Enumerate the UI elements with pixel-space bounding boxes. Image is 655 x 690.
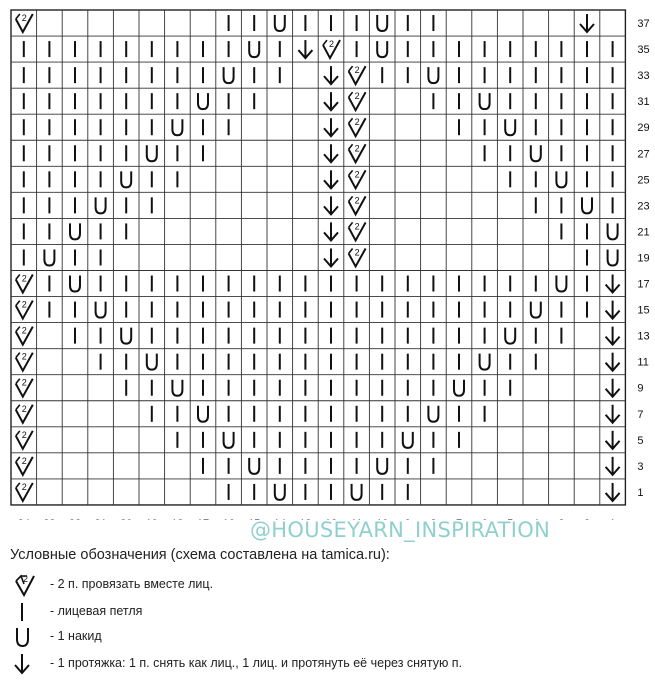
column-number — [197, 518, 209, 520]
row-number: 9 — [637, 382, 644, 395]
column-number — [584, 518, 590, 520]
column-number — [18, 518, 30, 520]
row-number: 23 — [637, 200, 650, 213]
row-number: 1 — [637, 486, 644, 499]
column-number — [222, 518, 234, 520]
svg-text:2: 2 — [21, 481, 27, 492]
svg-text:2: 2 — [21, 455, 27, 466]
column-number — [94, 518, 106, 520]
yarn-over-icon — [10, 624, 40, 650]
row-number: 3 — [637, 460, 644, 473]
svg-text:2: 2 — [21, 273, 27, 284]
svg-text:2: 2 — [23, 574, 29, 584]
knit-icon — [10, 599, 40, 625]
column-number — [146, 518, 158, 520]
k2tog-icon — [10, 572, 40, 598]
row-number: 25 — [637, 174, 650, 187]
svg-text:2: 2 — [354, 247, 360, 258]
legend-text: - лицевая петля — [50, 604, 143, 618]
svg-text:2: 2 — [354, 195, 360, 206]
row-number: 37 — [637, 18, 650, 31]
svg-text:2: 2 — [21, 403, 27, 414]
svg-text:2: 2 — [354, 143, 360, 154]
row-number: 21 — [637, 226, 650, 239]
column-number — [558, 518, 564, 520]
svg-text:2: 2 — [21, 299, 27, 310]
watermark: @HOUSEYARN_INSPIRATION — [250, 518, 551, 542]
row-number: 35 — [637, 44, 650, 57]
legend-text: - 1 протяжка: 1 п. снять как лиц., 1 лиц. и протянуть её через снятую п. — [50, 656, 463, 670]
svg-text:2: 2 — [21, 377, 27, 388]
svg-text:2: 2 — [21, 13, 27, 24]
legend-item-k2tog — [10, 572, 650, 598]
column-number — [610, 518, 616, 520]
row-number: 13 — [637, 330, 650, 343]
row-number: 27 — [637, 148, 650, 161]
legend-item-ssk — [10, 651, 650, 677]
row-number: 15 — [637, 304, 650, 317]
svg-text:2: 2 — [21, 351, 27, 362]
legend-text: - 2 п. провязать вместе лиц. — [50, 577, 214, 591]
row-number: 29 — [637, 122, 650, 135]
svg-text:2: 2 — [354, 169, 360, 180]
svg-text:2: 2 — [354, 221, 360, 232]
row-number: 31 — [637, 96, 650, 109]
svg-text:2: 2 — [21, 429, 27, 440]
row-number: 11 — [637, 356, 649, 369]
row-number: 17 — [637, 278, 650, 291]
column-number — [69, 518, 81, 520]
legend-text: - 1 накид — [50, 629, 102, 643]
svg-text:2: 2 — [354, 91, 360, 102]
ssk-icon — [10, 651, 40, 677]
row-number: 7 — [637, 408, 644, 421]
legend-title: Условные обозначения (схема составлена на tamica.ru): — [10, 547, 390, 563]
legend-item-knit — [10, 599, 650, 625]
row-number: 33 — [637, 70, 650, 83]
column-number — [120, 518, 132, 520]
svg-text:2: 2 — [354, 65, 360, 76]
legend-item-yarn-over — [10, 624, 650, 650]
row-number: 19 — [637, 252, 650, 265]
svg-text:2: 2 — [21, 325, 27, 336]
svg-text:2: 2 — [354, 117, 360, 128]
column-number — [43, 518, 55, 520]
column-number — [171, 518, 183, 520]
row-number: 5 — [637, 434, 644, 447]
svg-text:2: 2 — [329, 39, 335, 50]
